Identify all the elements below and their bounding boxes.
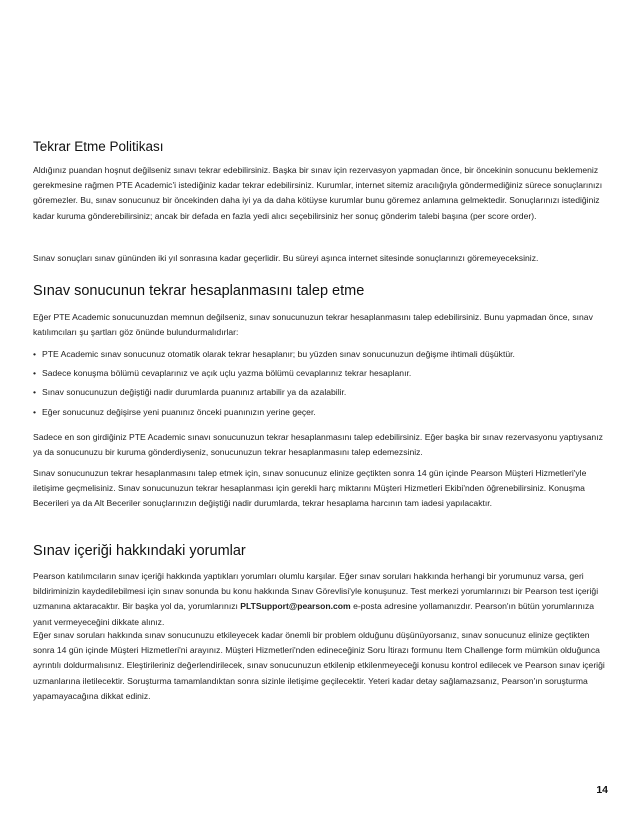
list-item: • Sadece konuşma bölümü cevaplarınız ve açık uçlu yazma bölümü cevaplarınız tekrar hesaplanır. <box>33 368 412 379</box>
section-heading-test-content-comments: Sınav içeriği hakkındaki yorumlar <box>33 543 246 559</box>
retake-policy-paragraph: Aldığınız puandan hoşnut değilseniz sınavı tekrar edebilirsiniz. Başka bir sınav için rezervasyon yapmadan önce, bir öncekinin sonucunu beklemeniz gerekmesine rağmen PTE Academic'i istediğiniz kadar tekrar edebilirsiniz. Kurumlar, internet sitemiz aracılığıyla göndermediğiniz sürece sonuçlarınızı göremezler. Bu, sınav sonucunuz bir öncekinden daha iyi ya da daha kötüyse kurumlar bunu göremez anlamına gelmektedir. Sonuçlarınızı istediğiniz kadar kuruma gönderebilirsiniz; ancak bir defada en fazla yedi alıcı seçebilirsiniz her sonuç gönderim talebi başına (per score order). <box>33 165 603 221</box>
section-heading-rescore: Sınav sonucunun tekrar hesaplanmasını talep etme <box>33 283 365 299</box>
list-item: • PTE Academic sınav sonucunuz otomatik olarak tekrar hesaplanır; bu yüzden sınav sonucunuzun değişme ihtimali düşüktür. <box>33 349 515 359</box>
bullet-icon: • <box>33 406 37 417</box>
support-email-link[interactable]: PLTSupport@pearson.com <box>240 601 351 612</box>
page-number: 14 <box>596 784 608 796</box>
comments-paragraph: Pearson katılımcıların sınav içeriği hakkında yaptıkları yorumları olumlu karşılar. Eğer sınav soruları hakkında herhangi bir yorumunuz varsa, geri bildiriminizin kaydedilebilmesi için sınav sonunda bu konu hakkında Sınav Görevlisi'yle konuşunuz. Test merkezi yorumlarınızı bir Pearson test içeriği uzmanına aktaracaktır. Bir başka yol da, yorumlarınızı PLTSupport@pearson.com e-posta adresine yollamanızdır. Pearson'ın bütün yorumlarınıza yanıt vermeyeceğini dikkate alınız. <box>33 571 599 627</box>
list-item: • Sınav sonucunuzun değiştiği nadir durumlarda puanınız artabilir ya da azalabilir. <box>33 387 347 398</box>
rescore-latest-test-paragraph: Sadece en son girdiğiniz PTE Academic sınavı sonucunuzun tekrar hesaplanmasını talep edebilirsiniz. Eğer başka bir sınav rezervasyonu yaptıysanız ya da sonucunuzu bir kuruma gönderdiyseniz, sonucunuzun tekrar hesaplanmasını talep edemezsiniz. <box>33 432 603 458</box>
rescore-conditions-list <box>33 348 607 425</box>
score-validity-paragraph: Sınav sonuçları sınav gününden iki yıl sonrasına kadar geçerlidir. Bu süreyi aşınca internet sitesinde sonuçlarınızı göremeyeceksiniz. <box>33 253 539 263</box>
rescore-intro-paragraph: Eğer PTE Academic sonucunuzdan memnun değilseniz, sınav sonucunuzun tekrar hesaplanmasını talep edebilirsiniz. Bunu yapmadan önce, sınav katılımcıları şu şartları göz önünde bulundurmalıdırlar: <box>33 312 593 338</box>
bullet-icon: • <box>33 387 37 398</box>
section-heading-retake-policy: Tekrar Etme Politikası <box>33 139 164 154</box>
bullet-icon: • <box>33 349 37 359</box>
rescore-request-paragraph: Sınav sonucunuzun tekrar hesaplanmasını talep etmek için, sınav sonucunuz elinize geçtikten sonra 14 gün içinde Pearson Müşteri Hizmetleri'yle iletişime geçmelisiniz. Sınav sonucunuzun tekrar hesaplanması için gerekli harç miktarını Müşteri Hizmetleri Ekibi'nden öğrenebilirsiniz. Konuşma Becerileri ya da Alt Beceriler sonuçlarınızın değiştiği nadir durumlarda, tekrar hesaplama harcının tam iadesi yapılacaktır. <box>33 468 587 509</box>
item-challenge-paragraph: Eğer sınav soruları hakkında sınav sonucunuzu etkileyecek kadar önemli bir problem olduğunu düşünüyorsanız, sınav sonucunuz elinize geçtikten sonra 14 gün içinde Müşteri Hizmetleri'ni arayınız. Müşteri Hizmetleri'nden edineceğiniz Soru İtirazı formunu Item Challenge form mümkün olduğunca ayrıntılı doldurmalısınız. Eleştirileriniz değerlendirilecek, sınav sonucunuzun etkilenip etkilenmeyeceği konusu kontrol edilecek ve Pearson sınav içeriği uzmanlarına iletilecektir. Soruşturma tamamlandıktan sonra sizinle iletişime geçilecektir. Yeteri kadar detay sağlamazsanız, Pearson'ın soruşturma yapamayacağına dikkat ediniz. <box>33 630 605 701</box>
bullet-icon: • <box>33 368 37 379</box>
list-item: • Eğer sonucunuz değişirse yeni puanınız önceki puanınızın yerine geçer. <box>33 406 316 417</box>
